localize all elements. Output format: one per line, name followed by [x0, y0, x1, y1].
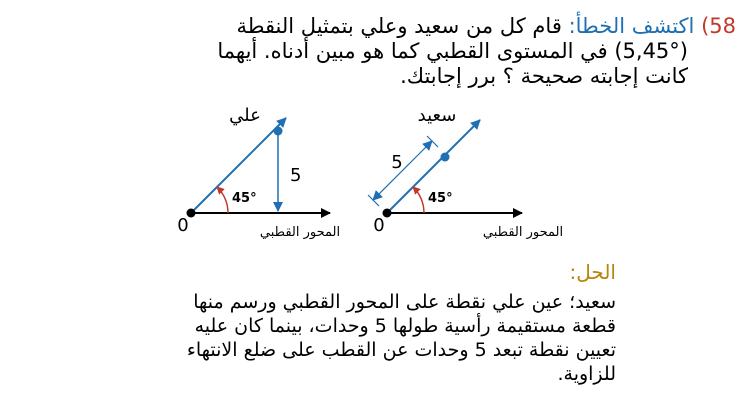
saeed-angle-label: 45°	[428, 191, 453, 206]
solution-line-2: قطعة مستقيمة رأسية طولها 5 وحدات، بينما كان عليه	[194, 315, 616, 337]
ali-name-label: علي	[229, 105, 261, 126]
ali-origin-label: 0	[177, 215, 189, 236]
saeed-length-tick-end	[427, 136, 438, 147]
diagram-ali	[177, 105, 340, 240]
saeed-length-label: 5	[391, 152, 403, 173]
ali-axis-label: المحور القطبي	[259, 225, 341, 240]
saeed-point	[441, 153, 450, 162]
ali-angle-arc	[217, 187, 228, 213]
saeed-name-label: سعيد	[417, 105, 457, 126]
solution-line-1: سعيد؛ عين علي نقطة على المحور القطبي ورسم منها	[193, 291, 616, 313]
saeed-length-tick-start	[368, 195, 379, 206]
question-text-1: قام كل من سعيد وعلي بتمثيل النقطة	[236, 14, 562, 38]
solution-line-4: للزاوية.	[557, 363, 616, 385]
diagram-saeed	[368, 105, 563, 240]
solution-block	[56, 260, 616, 386]
saeed-axis-label: المحور القطبي	[482, 225, 564, 240]
ali-length-label: 5	[290, 165, 302, 186]
saeed-origin-label: 0	[373, 215, 385, 236]
solution-title: الحل:	[569, 260, 616, 284]
question-line-2: (5,45°) في المستوى القطبي كما هو مبين أدناه. أيهما	[217, 39, 688, 63]
ali-point	[274, 127, 283, 136]
question-number: 58)	[701, 14, 736, 38]
ali-angle-label: 45°	[232, 191, 257, 206]
question-line-3: كانت إجابته صحيحة ؟ برر إجابتك.	[400, 64, 688, 88]
solution-line-3: تعيين نقطة تبعد 5 وحدات عن القطب على ضلع الانتهاء	[186, 339, 616, 361]
question-tag: اكتشف الخطأ:	[568, 14, 695, 38]
saeed-angle-arc	[413, 187, 424, 213]
